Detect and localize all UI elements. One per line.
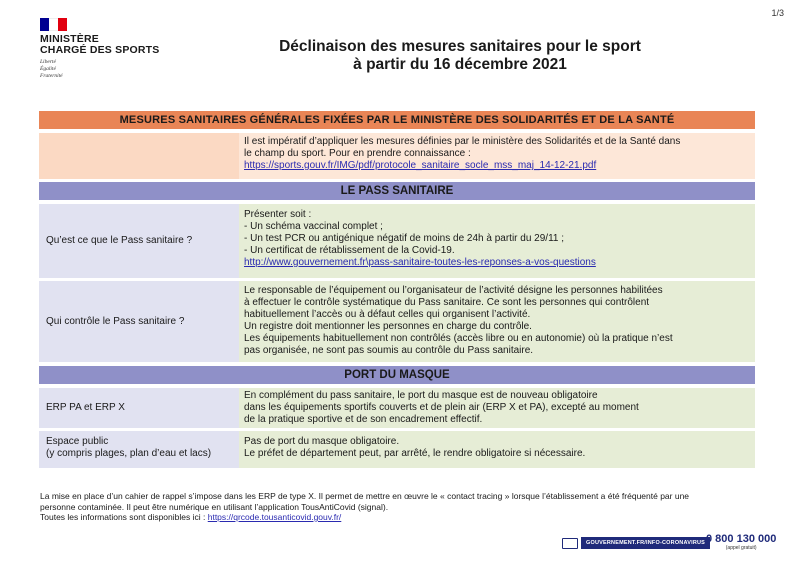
- public-line2: Le préfet de département peut, par arrêté, le rendre obligatoire si nécessaire.: [244, 448, 586, 459]
- erp-line2: dans les équipements sportifs couverts et de plein air (ERP X et PA), excepté au moment: [244, 402, 639, 413]
- control-line5: Les équipements habituellement non contrôlés (accès libre ou en autonomie) où la pratique n’est: [244, 333, 673, 344]
- general-measures-row: [39, 133, 755, 179]
- french-flag-icon: [40, 18, 67, 31]
- pass-control-question: Qui contrôle le Pass sanitaire ?: [39, 281, 239, 362]
- mask-header: PORT DU MASQUE: [39, 366, 755, 384]
- gov-info-badge: [562, 537, 710, 549]
- general-measures-text: [239, 133, 755, 179]
- phone-note: (appel gratuit): [725, 545, 757, 551]
- pass-item-recovery: - Un certificat de rétablissement de la Covid-19.: [244, 245, 455, 256]
- protocol-pdf-link[interactable]: https://sports.gouv.fr/IMG/pdf/protocole_sanitaire_socle_mss_maj_14-12-21.pdf: [244, 160, 597, 171]
- motto-liberte: Liberté: [40, 59, 56, 65]
- gouvernement-pass-link[interactable]: http://www.gouvernement.fr\pass-sanitaire-toutes-les-reponses-a-vos-questions: [244, 257, 596, 268]
- mask-erp-text: [239, 388, 755, 428]
- page-title: [0, 38, 800, 74]
- mask-erp-row: [39, 388, 755, 428]
- general-measures-header: MESURES SANITAIRES GÉNÉRALES FIXÉES PAR LE MINISTÈRE DES SOLIDARITÉS ET DE LA SANTÉ: [39, 111, 755, 129]
- mask-public-text: [239, 431, 755, 468]
- page-number: 1/3: [771, 8, 784, 18]
- pass-item-test: - Un test PCR ou antigénique négatif de moins de 24h à partir du 29/11 ;: [244, 233, 565, 244]
- general-measures-left-cell: [39, 133, 239, 179]
- mask-public-label: [39, 431, 239, 468]
- title-line1: Déclinaison des mesures sanitaires pour le sport: [279, 38, 641, 55]
- public-line1: Pas de port du masque obligatoire.: [244, 436, 400, 447]
- ministry-line2: CHARGÉ DES SPORTS: [40, 44, 160, 56]
- computer-screen-icon: [562, 538, 578, 549]
- control-line1: Le responsable de l’équipement ou l’organisateur de l’activité désigne les personnes habilitées: [244, 285, 663, 296]
- motto-egalite: Égalité: [40, 66, 56, 72]
- control-line3: habituellement l’accès ou à défaut celles qui organisent l’activité.: [244, 309, 531, 320]
- control-line6: pas organisée, ne sont pas soumis au contrôle du Pass sanitaire.: [244, 345, 534, 356]
- mask-public-row: [39, 431, 755, 468]
- pass-control-row: [39, 281, 755, 362]
- general-text-line1: Il est impératif d’appliquer les mesures définies par le ministère des Solidarités et de la Santé dans: [244, 136, 681, 147]
- public-label-line2: (y compris plages, plan d’eau et lacs): [46, 448, 212, 459]
- motto-fraternite: Fraternité: [40, 73, 63, 79]
- phone-number: 0 800 130 000: [706, 533, 777, 545]
- public-label-line1: Espace public: [46, 436, 109, 447]
- ministry-line1: MINISTÈRE: [40, 33, 99, 45]
- pass-intro: Présenter soit :: [244, 209, 312, 220]
- control-line2: à effectuer le contrôle systématique du Pass sanitaire. Ce sont les personnes qui contrôlent: [244, 297, 650, 308]
- control-line4: Un registre doit mentionner les personnes en charge du contrôle.: [244, 321, 532, 332]
- tousanticovid-link[interactable]: https://qrcode.tousanticovid.gouv.fr/: [207, 512, 342, 522]
- pass-item-vaccination: - Un schéma vaccinal complet ;: [244, 221, 383, 232]
- erp-line3: de la pratique sportive et de son encadrement effectif.: [244, 414, 483, 425]
- title-line2: à partir du 16 décembre 2021: [353, 56, 567, 73]
- footer-line2: personne contaminée. Il peut être numérique en utilisant l’application TousAntiCovid (signal).: [40, 501, 389, 512]
- hotline: [706, 534, 776, 551]
- pass-control-answer: [239, 281, 755, 362]
- gov-info-label: GOUVERNEMENT.FR/INFO-CORONAVIRUS: [581, 537, 710, 549]
- footer-line1: La mise en place d’un cahier de rappel s’impose dans les ERP de type X. Il permet de mettre en œuvre le « contact tracing » lorsque l’établissement a été fréquenté par une: [40, 491, 690, 501]
- footer-line3-prefix: Toutes les informations sont disponibles ici :: [40, 512, 208, 522]
- general-text-line2: le champ du sport. Pour en prendre connaissance :: [244, 148, 471, 159]
- pass-definition-answer: [239, 204, 755, 278]
- mask-erp-label: ERP PA et ERP X: [39, 388, 239, 428]
- erp-line1: En complément du pass sanitaire, le port du masque est de nouveau obligatoire: [244, 390, 598, 401]
- pass-sanitaire-header: LE PASS SANITAIRE: [39, 182, 755, 200]
- footer-note: [40, 491, 770, 523]
- pass-definition-question: Qu’est ce que le Pass sanitaire ?: [39, 204, 239, 278]
- pass-definition-row: [39, 204, 755, 278]
